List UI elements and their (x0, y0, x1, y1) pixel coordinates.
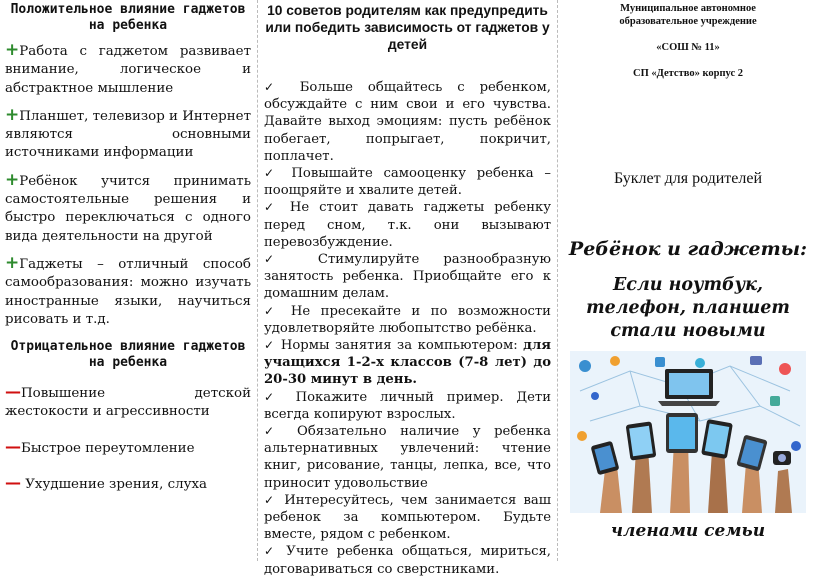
negative-item: —Быстрое переутомление (5, 436, 195, 456)
school-unit: СП «Детство» корпус 2 (633, 68, 743, 79)
checkmark-icon: ✓ (264, 338, 276, 353)
booklet-subtitle: Если ноутбук, телефон, планшет стали новыми (586, 275, 790, 341)
booklet-label: Буклет для родителей (613, 170, 763, 187)
tips-column (258, 0, 558, 577)
tips-list (264, 79, 551, 578)
minus-icon: — (5, 436, 21, 456)
booklet-subtitle-end: членами семьи (610, 521, 766, 541)
checkmark-icon: ✓ (264, 544, 279, 559)
tip-item: ✓ Не стоит давать гаджеты ребенку перед сном, т.к. они вызывают перевозбуждение. (264, 200, 551, 250)
tip-item: ✓ Покажите личный пример. Дети всегда копируют взрослых. (264, 389, 551, 422)
positive-influence-title: Положительное влияние гаджетов на ребенка (10, 2, 246, 33)
checkmark-icon: ✓ (264, 166, 281, 181)
influence-column (0, 0, 258, 561)
minus-icon: — (5, 473, 21, 493)
minus-icon: — (5, 382, 21, 402)
tips-title: 10 советов родителям как предупредить или победить зависимость от гаджетов у детей (265, 3, 550, 52)
negative-item: — Ухудшение зрения, слуха (5, 473, 208, 493)
positive-item: +Планшет, телевизор и Интернет являются основными источниками информации (5, 104, 252, 161)
tip-item: ✓ Стимулируйте разнообразную занятость ребенка. Приобщайте его к домашним делам. (264, 252, 551, 302)
checkmark-icon: ✓ (264, 200, 280, 215)
checkmark-icon: ✓ (264, 389, 283, 404)
tip-item: ✓ Больше общайтесь с ребенком, обсуждайте с ним свои и его чувства. Давайте выход эмоциям: пусть ребёнок побегает, попрыгает, покричит, поплачет. (264, 80, 551, 164)
tip-item: ✓ Повышайте самооценку ребенка – поощряйте и хвалите детей. (264, 166, 551, 199)
plus-icon: + (5, 252, 20, 273)
tip-item: ✓ Не пресекайте и по возможности удовлетворяйте любопытство ребёнка. (264, 303, 551, 336)
plus-icon: + (5, 104, 20, 125)
school-name: «СОШ № 11» (656, 42, 720, 53)
positive-item: +Ребёнок учится принимать самостоятельные решения и быстро переключаться с одного вида деятельности на другой (5, 169, 251, 244)
tip-item: ✓ Учите ребенка общаться, мириться, договариваться со сверстниками. (264, 544, 551, 577)
booklet-title: Ребёнок и гаджеты: (568, 238, 808, 260)
checkmark-icon: ✓ (264, 303, 281, 318)
tip-item: ✓ Интересуйтесь, чем занимается ваш ребенок за компьютером. Будьте вместе, рядом с ребенком. (264, 492, 551, 543)
org-line: Муниципальное автономное (620, 3, 756, 14)
plus-icon: + (5, 169, 20, 190)
tip-item: ✓ Обязательно наличие у ребенка альтернативных увлечений: чтение книг, рисование, танцы, лепка, все, что приносит удовольствие (264, 424, 551, 491)
plus-icon: + (5, 40, 20, 60)
tip-item: ✓ Нормы занятия за компьютером: для учащихся 1-2-х классов (7-8 лет) до 20-30 минут в день. (264, 338, 551, 388)
negative-item: —Повышение детской жестокости и агрессивности (5, 382, 251, 420)
checkmark-icon: ✓ (264, 252, 294, 267)
gadgets-illustration (570, 351, 806, 513)
cover-column (558, 0, 816, 561)
positive-item: +Гаджеты – отличный способ самообразования: можно изучать иностранные языки, научиться рисовать и т.д. (5, 252, 251, 327)
negative-influence-title: Отрицательное влияние гаджетов на ребенка (10, 339, 246, 371)
positive-item: +Работа с гаджетом развивает внимание, логическое и абстрактное мышление (5, 40, 251, 96)
checkmark-icon: ✓ (264, 80, 285, 94)
checkmark-icon: ✓ (264, 424, 284, 439)
checkmark-icon: ✓ (264, 492, 278, 507)
org-line: образовательное учреждение (619, 16, 757, 27)
